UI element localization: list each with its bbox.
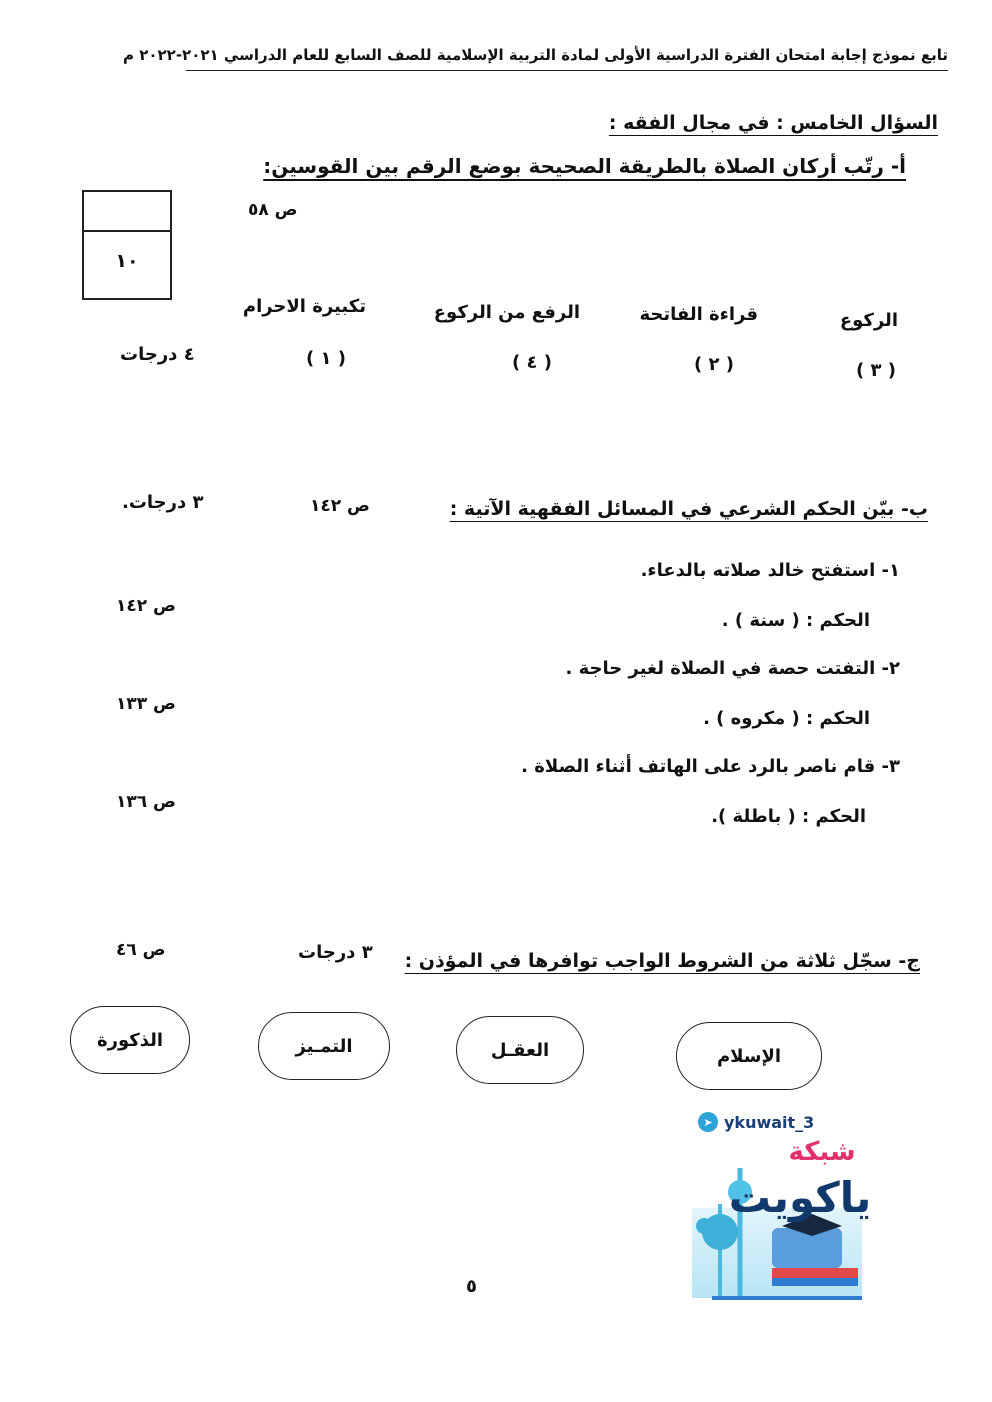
kuwait-towers-graphic xyxy=(672,1108,882,1318)
page-number: ٥ xyxy=(466,1276,477,1297)
ruling-answer-1: الحكم : ( سنة ) . xyxy=(721,610,870,631)
ykuwait-logo xyxy=(672,1108,882,1318)
pillar-order-2: ( ٢ ) xyxy=(694,354,734,375)
condition-islam: الإسلام xyxy=(676,1022,822,1090)
part-c-marks: ٣ درجات xyxy=(298,942,373,963)
pillar-order-3: ( ٤ ) xyxy=(512,352,552,373)
pillar-label-1: الركوع xyxy=(839,310,898,331)
score-value: ١٠ xyxy=(115,250,139,272)
part-b-page-ref: ص ١٤٢ xyxy=(310,496,370,516)
part-b-marks: ٣ درجات. xyxy=(122,492,204,513)
condition-discernment: التمـيز xyxy=(258,1012,390,1080)
part-c-instruction: ج- سجّل ثلاثة من الشروط الواجب توافرها في المؤذن : xyxy=(404,950,920,972)
part-b-instruction: ب- بيّن الحكم الشرعي في المسائل الفقهية الآتية : xyxy=(449,498,928,520)
score-box xyxy=(82,190,172,300)
telegram-icon: ➤ xyxy=(698,1112,718,1132)
condition-male: الذكورة xyxy=(70,1006,190,1074)
ruling-page-ref-3: ص ١٣٦ xyxy=(116,792,176,812)
part-a-marks: ٤ درجات xyxy=(120,344,195,365)
ruling-question-1: ١- استفتح خالد صلاته بالدعاء. xyxy=(640,560,900,581)
condition-sanity: العقـل xyxy=(456,1016,584,1084)
ruling-answer-3: الحكم : ( باطلة ). xyxy=(711,806,866,827)
pillar-order-1: ( ٣ ) xyxy=(856,360,896,381)
ruling-page-ref-2: ص ١٣٣ xyxy=(116,694,176,714)
score-box-divider xyxy=(84,230,170,232)
question-title: السؤال الخامس : في مجال الفقه : xyxy=(608,112,938,134)
ruling-page-ref-1: ص ١٤٢ xyxy=(116,596,176,616)
ruling-answer-2: الحكم : ( مكروه ) . xyxy=(703,708,870,729)
logo-text-ykuwait: ياكويت xyxy=(728,1173,872,1222)
pillar-label-3: الرفع من الركوع xyxy=(433,302,580,323)
exam-header: تابع نموذج إجابة امتحان الفترة الدراسية الأولى لمادة التربية الإسلامية للصف السابع للعام الدراسي ٢٠٢١-٢٠٢٢ م xyxy=(122,46,948,64)
ruling-question-3: ٣- قام ناصر بالرد على الهاتف أثناء الصلاة . xyxy=(521,756,900,777)
pillar-label-2: قراءة الفاتحة xyxy=(639,304,758,325)
header-divider xyxy=(186,70,948,71)
pillar-label-4: تكبيرة الاحرام xyxy=(242,296,366,317)
ruling-question-2: ٢- التفتت حصة في الصلاة لغير حاجة . xyxy=(565,658,900,679)
part-c-page-ref: ص ٤٦ xyxy=(116,940,166,960)
part-a-instruction: أ- رتّب أركان الصلاة بالطريقة الصحيحة بوضع الرقم بين القوسين: xyxy=(263,154,906,178)
logo-text-network: شبكة xyxy=(788,1137,856,1167)
telegram-handle-text: ykuwait_3 xyxy=(724,1112,815,1132)
part-a-page-ref: ص ٥٨ xyxy=(248,200,298,220)
pillar-order-4: ( ١ ) xyxy=(306,348,346,369)
